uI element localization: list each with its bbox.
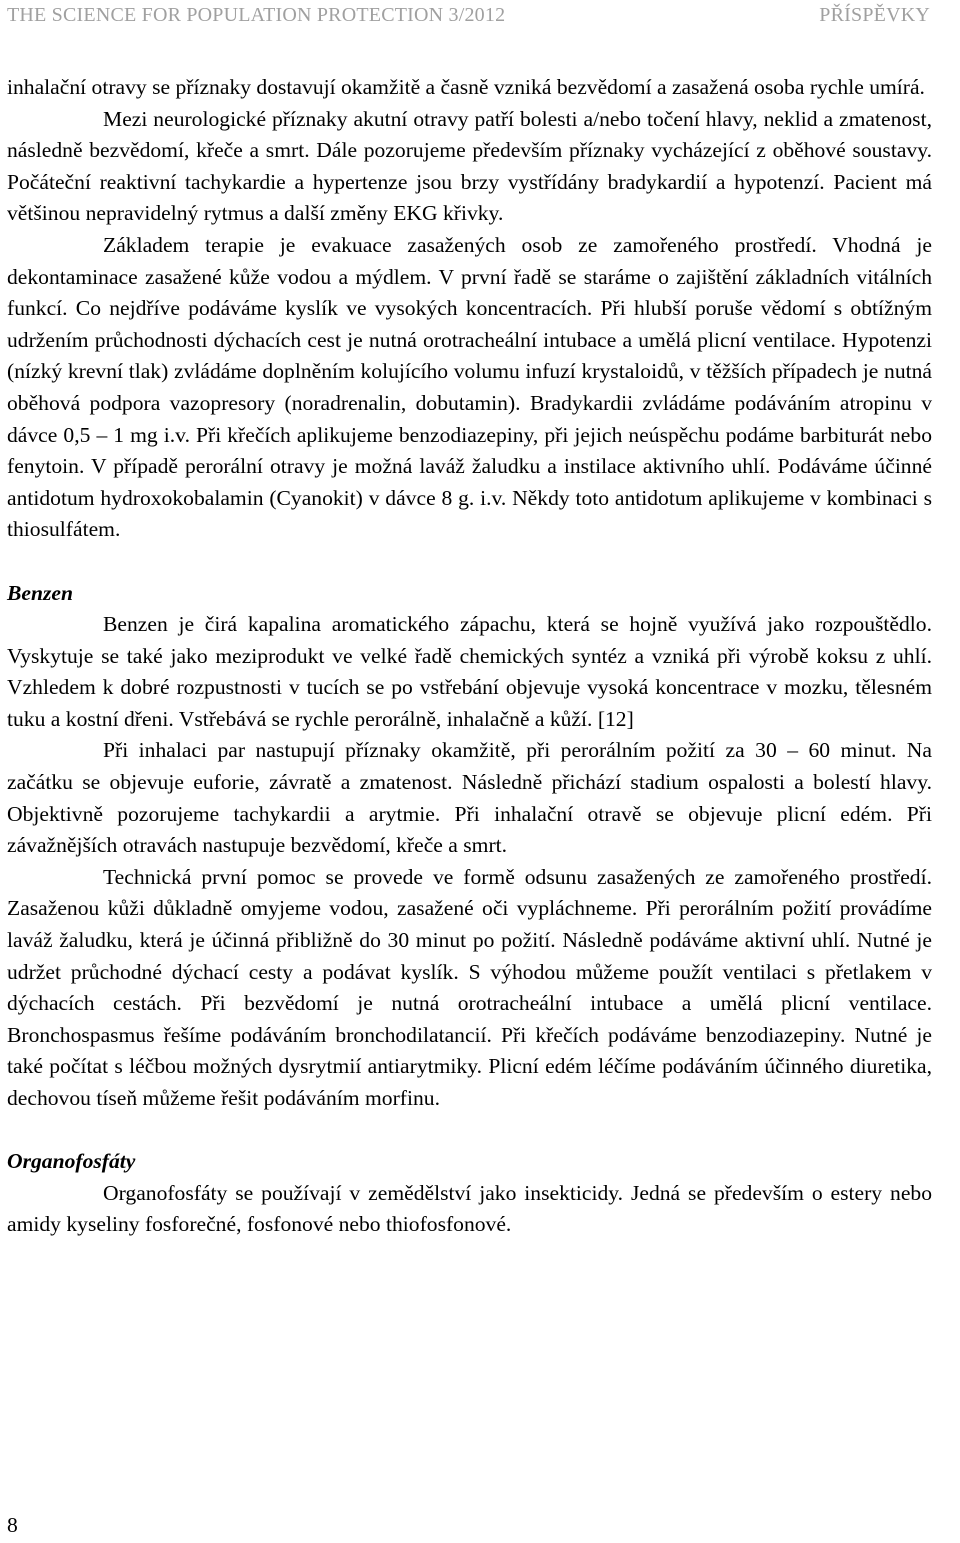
section-heading-benzen: Benzen	[7, 580, 73, 605]
running-header	[7, 4, 930, 28]
paragraph-benzen-symptoms: Při inhalaci par nastupují příznaky okamžitě, při perorálním požití za 30 – 60 minut. Na začátku se objevuje euforie, závratě a zmatenost. Následně přichází stadium ospalosti a bolestí hlavy. Objektivně pozorujeme tachykardii a arytmie. Při inhalační otravě se objevuje plicní edém. Při závažnějších otravách nastupuje bezvědomí, křeče a smrt.	[7, 738, 932, 858]
paragraph-continuation: inhalační otravy se příznaky dostavují okamžitě a časně vzniká bezvědomí a zasažená osoba rychle umírá.	[7, 75, 925, 99]
page-number: 8	[7, 1513, 18, 1537]
paragraph-organofosfaty-intro: Organofosfáty se používají v zemědělství jako insekticidy. Jedná se především o estery nebo amidy kyseliny fosforečné, fosfonové nebo thiofosfonové.	[7, 1180, 932, 1237]
journal-title: THE SCIENCE FOR POPULATION PROTECTION 3/2012	[7, 4, 506, 26]
section-gap	[7, 546, 932, 578]
paragraph-benzen-first-aid: Technická první pomoc se provede ve formě odsunu zasažených ze zamořeného prostředí. Zasaženou kůži důkladně omyjeme vodou, zasažené oči vypláchneme. Při perorálním požití provádíme laváž žaludku, která je účinná přibližně do 30 minut po požití. Následně podáváme aktivní uhlí. Nutné je udržet průchodné dýchací cesty a podávat kyslík. S výhodou můžeme použít ventilaci s přetlakem v dýchacích cestách. Při bezvědomí je nutná orotracheální intubace a umělá plicní ventilace. Bronchospasmus řešíme podáváním bronchodilatancií. Při křečích podáváme benzodiazepiny. Nutné je také počítat s léčbou možných dysrytmií antiarytmiky. Plicní edém léčíme podáváním účinného diuretika, dechovou tíseň můžeme řešit podáváním morfinu.	[7, 864, 932, 1110]
paragraph-benzen-intro: Benzen je čirá kapalina aromatického zápachu, která se hojně využívá jako rozpouštědlo. Vyskytuje se také jako meziprodukt ve velké řadě chemických syntéz a vzniká při výrobě koksu z uhlí. Vzhledem k dobré rozpustnosti v tucích se po vstřebání objevuje vysoká koncentrace v mozku, tělesném tuku a kostní dřeni. Vstřebává se rychle perorálně, inhalačně a kůží. [12]	[7, 612, 932, 731]
section-heading-organofosfaty: Organofosfáty	[7, 1149, 136, 1174]
section-gap	[7, 1115, 932, 1147]
paragraph-neurological-symptoms: Mezi neurologické příznaky akutní otravy patří bolesti a/nebo točení hlavy, neklid a zmatenost, následně bezvědomí, křeče a smrt. Dále pozorujeme především příznaky vycházející z oběhové soustavy. Počáteční reaktivní tachykardie a hypertenze jsou brzy vystřídány bradykardií a hypotenzí. Pacient má většinou nepravidelný rytmus a další změny EKG křivky.	[7, 106, 932, 226]
section-label: PŘÍSPĚVKY	[819, 4, 930, 26]
article-body	[7, 72, 932, 1241]
paragraph-therapy: Základem terapie je evakuace zasažených osob ze zamořeného prostředí. Vhodná je dekontaminace zasažené kůže vodou a mýdlem. V první řadě se staráme o zajištění základních vitálních funkcí. Co nejdříve podáváme kyslík ve vysokých koncentracích. Při hlubší poruše vědomí s obtížným udržením průchodnosti dýchacích cest je nutná orotracheální intubace a umělá plicní ventilace. Hypotenzi (nízký krevní tlak) zvládáme doplněním kolujícího volumu infuzí krystaloidů, v těžších případech je nutná oběhová podpora vazopresory (noradrenalin, dobutamin). Bradykardii zvládáme podáváním atropinu v dávce 0,5 – 1 mg i.v. Při křečích aplikujeme benzodiazepiny, při jejich neúspěchu podáme barbiturát nebo fenytoin. V případě perorální otravy je možná laváž žaludku a instilace aktivního uhlí. Podáváme účinné antidotum hydroxokobalamin (Cyanokit) v dávce 8 g. i.v. Někdy toto antidotum aplikujeme v kombinaci s thiosulfátem.	[7, 232, 932, 542]
